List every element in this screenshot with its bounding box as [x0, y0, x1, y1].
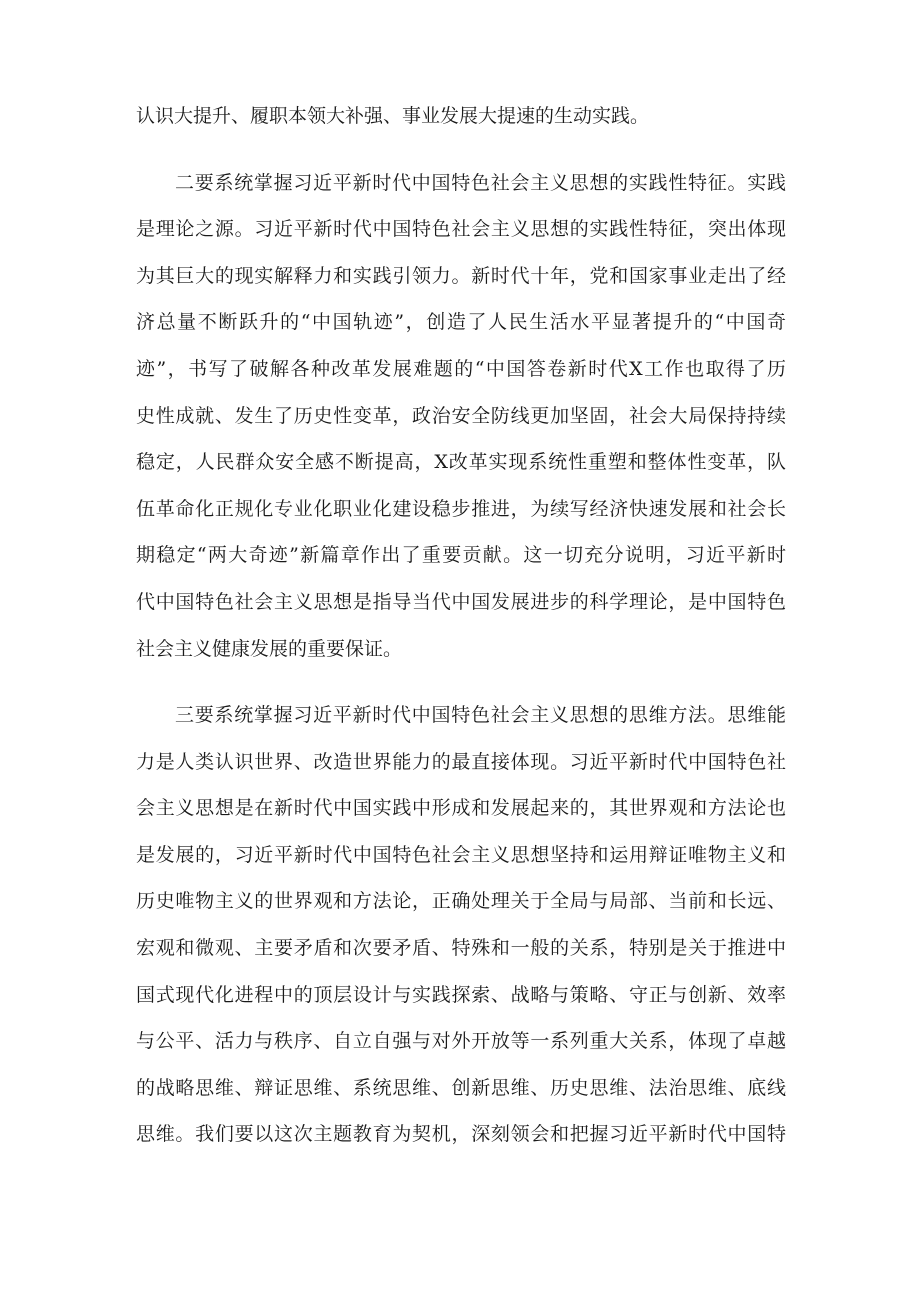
paragraph-2-line-1: 二要系统掌握习近平新时代中国特色社会主义思想的实践性特征。实践: [175, 172, 786, 194]
paragraph-2-line-3: 为其巨大的现实解释力和实践引领力。新时代十年，党和国家事业走出了经: [136, 265, 786, 287]
paragraph-2-line-10: 代中国特色社会主义思想是指导当代中国发展进步的科学理论，是中国特色: [136, 591, 786, 613]
paragraph-3-line-4: 是发展的，习近平新时代中国特色社会主义思想坚持和运用辩证唯物主义和: [136, 844, 786, 866]
paragraph-3-line-8: 与公平、活力与秩序、自立自强与对外开放等一系列重大关系，体现了卓越: [136, 1030, 786, 1052]
paragraph-2-line-6: 史性成就、发生了历史性变革，政治安全防线更加坚固，社会大局保持持续: [136, 405, 786, 427]
paragraph-3-line-5: 历史唯物主义的世界观和方法论，正确处理关于全局与局部、当前和长远、: [136, 890, 786, 912]
paragraph-3-line-9: 的战略思维、辩证思维、系统思维、创新思维、历史思维、法治思维、底线: [136, 1077, 786, 1099]
paragraph-2-line-5: 迹”，书写了破解各种改革发展难题的“中国答卷新时代X工作也取得了历: [136, 358, 786, 380]
paragraph-2-line-4: 济总量不断跃升的“中国轨迹”，创造了人民生活水平显著提升的“中国奇: [136, 311, 786, 333]
paragraph-3-line-6: 宏观和微观、主要矛盾和次要矛盾、特殊和一般的关系，特别是关于推进中: [136, 937, 786, 959]
paragraph-2-line-9: 期稳定“两大奇迹”新篇章作出了重要贡献。这一切充分说明，习近平新时: [136, 544, 786, 566]
paragraph-3-line-2: 力是人类认识世界、改造世界能力的最直接体现。习近平新时代中国特色社: [136, 751, 786, 773]
paragraph-1-line-1: 认识大提升、履职本领大补强、事业发展大提速的生动实践。: [136, 105, 650, 127]
paragraph-3-line-3: 会主义思想是在新时代中国实践中形成和发展起来的，其世界观和方法论也: [136, 797, 786, 819]
paragraph-2-line-11: 社会主义健康发展的重要保证。: [136, 638, 403, 660]
paragraph-3-line-1: 三要系统掌握习近平新时代中国特色社会主义思想的思维方法。思维能: [175, 704, 786, 726]
paragraph-3-line-7: 国式现代化进程中的顶层设计与实践探索、战略与策略、守正与创新、效率: [136, 984, 786, 1006]
paragraph-2-line-7: 稳定，人民群众安全感不断提高，X改革实现系统性重塑和整体性变革，队: [136, 451, 786, 473]
paragraph-2-line-8: 伍革命化正规化专业化职业化建设稳步推进，为续写经济快速发展和社会长: [136, 498, 786, 520]
paragraph-3-line-10: 思维。我们要以这次主题教育为契机，深刻领会和把握习近平新时代中国特: [136, 1123, 786, 1145]
paragraph-2-line-2: 是理论之源。习近平新时代中国特色社会主义思想的实践性特征，突出体现: [136, 218, 786, 240]
